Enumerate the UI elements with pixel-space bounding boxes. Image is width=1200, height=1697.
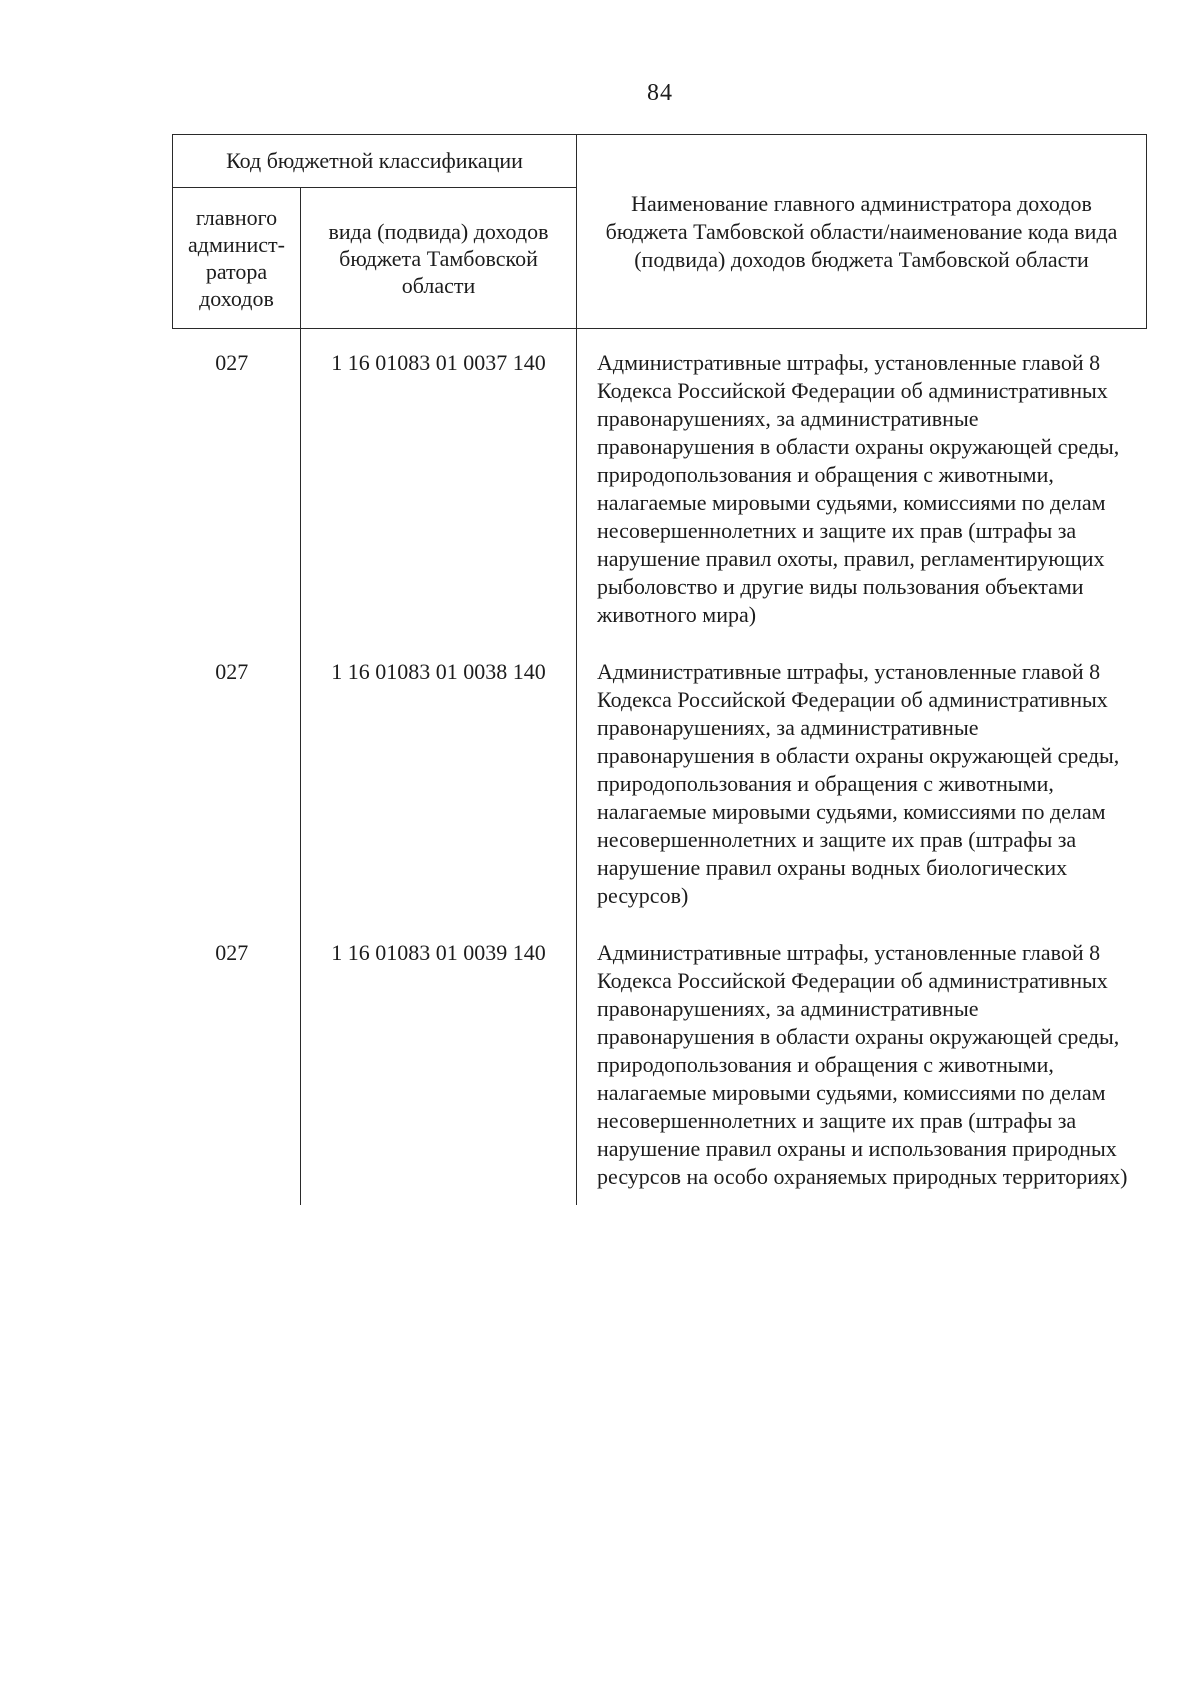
description-cell: Административные штрафы, установленные главой 8 Кодекса Российской Федерации об административных правонарушениях, за административные правонарушения в области охраны окружающей среды, природопользования и обращения с животными, налагаемые мировыми судьями, комиссиями по делам несовершеннолетних и защите их прав (штрафы за нарушение правил охраны водных биологических ресурсов): [577, 657, 1147, 938]
admin-code-cell: 027: [215, 350, 249, 375]
income-code-cell: 1 16 01083 01 0038 140: [301, 657, 577, 938]
income-code-cell: 1 16 01083 01 0039 140: [301, 938, 577, 1205]
table-row: [173, 657, 1147, 938]
income-code-cell: 1 16 01083 01 0037 140: [301, 329, 577, 658]
page-number: 84: [647, 80, 673, 106]
table-header: [173, 135, 1147, 329]
table-row: [173, 938, 1147, 1205]
admin-code-cell: 027: [215, 940, 249, 965]
table-body: [173, 329, 1147, 1206]
description-cell: Административные штрафы, установленные главой 8 Кодекса Российской Федерации об административных правонарушениях, за административные правонарушения в области охраны окружающей среды, природопользования и обращения с животными, налагаемые мировыми судьями, комиссиями по делам несовершеннолетних и защите их прав (штрафы за нарушение правил охоты, правил, регламентирующих рыболовство и другие виды пользования объектами животного мира): [577, 329, 1147, 658]
header-budget-classification-code: Код бюджетной классификации: [173, 135, 577, 188]
header-income-type-code: вида (подвида) доходов бюджета Тамбовской области: [301, 188, 577, 329]
admin-code-cell: 027: [215, 659, 249, 684]
description-cell: Административные штрафы, установленные главой 8 Кодекса Российской Федерации об административных правонарушениях, за административные правонарушения в области охраны окружающей среды, природопользования и обращения с животными, налагаемые мировыми судьями, комиссиями по делам несовершеннолетних и защите их прав (штрафы за нарушение правил охраны и использования природных ресурсов на особо охраняемых природных территориях): [577, 938, 1147, 1205]
header-main-administrator: главного админист-ратора доходов: [173, 188, 301, 329]
budget-classification-table: [172, 134, 1147, 1205]
header-administrator-name: Наименование главного администратора доходов бюджета Тамбовской области/наименование кода вида (подвида) доходов бюджета Тамбовской области: [577, 135, 1147, 329]
header-row-top: [173, 135, 1147, 188]
table-row: [173, 329, 1147, 658]
